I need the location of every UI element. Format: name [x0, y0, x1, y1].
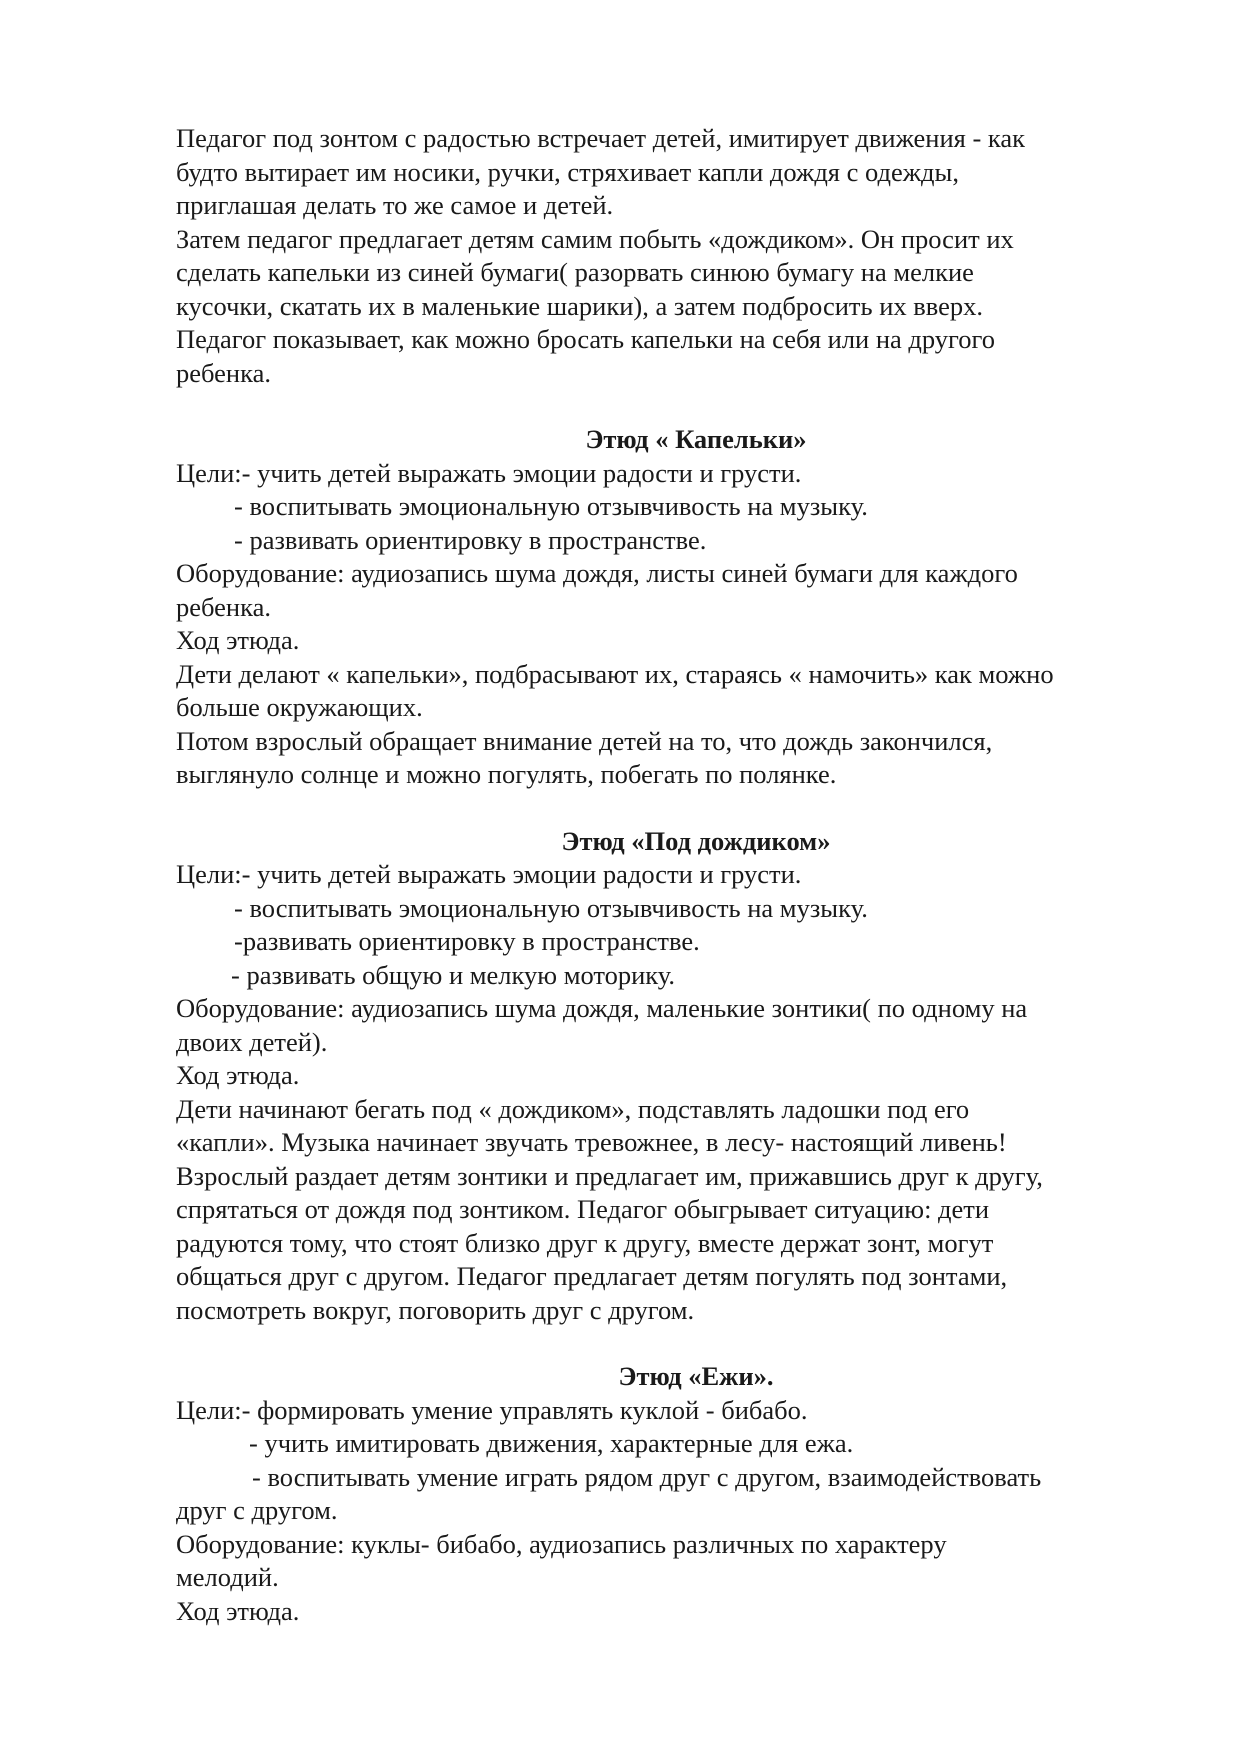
text-line: Оборудование: аудиозапись шума дождя, листы синей бумаги для каждого: [176, 558, 1018, 588]
goals-line: - развивать ориентировку в пространстве.: [234, 524, 707, 555]
text-line: Ход этюда.: [176, 1595, 300, 1626]
etude-ezhi-section: [176, 1360, 1176, 1628]
goals-line: - воспитывать эмоциональную отзывчивость на музыку.: [234, 491, 868, 521]
text-line: Ход этюда.: [176, 1060, 300, 1090]
text-line: сделать капельки из синей бумаги( разорвать синюю бумагу на мелкие: [176, 257, 974, 287]
text-line: Дети начинают бегать под « дождиком», подставлять ладошки под его: [176, 1093, 970, 1124]
intro-paragraph: [176, 122, 1176, 390]
spacer: [176, 390, 1176, 423]
text-line: ребенка.: [176, 357, 271, 388]
text-line: приглашая делать то же самое и детей.: [176, 190, 614, 220]
goals-line: - воспитывать эмоциональную отзывчивость на музыку.: [234, 892, 868, 923]
text-line: Ход этюда.: [176, 625, 300, 655]
spacer: [176, 1327, 1176, 1360]
text-line: общаться друг с другом. Педагог предлагает детям погулять под зонтами,: [176, 1261, 1008, 1291]
text-line: Педагог под зонтом с радостью встречает детей, имитирует движения - как: [176, 123, 1026, 153]
text-line: Взрослый раздает детям зонтики и предлагает им, прижавшись друг к другу,: [176, 1160, 1043, 1191]
section-heading: Этюд «Под дождиком»: [561, 825, 831, 856]
text-line: радуются тому, что стоят близко друг к другу, вместе держат зонт, могут: [176, 1227, 994, 1258]
text-line: Потом взрослый обращает внимание детей на то, что дождь закончился,: [176, 725, 993, 756]
text-line: «капли». Музыка начинает звучать тревожнее, в лесу- настоящий ливень!: [176, 1127, 1007, 1157]
text-line: Дети делают « капельки», подбрасывают их, стараясь « намочить» как можно: [176, 658, 1054, 689]
text-line: Оборудование: аудиозапись шума дождя, маленькие зонтики( по одному на: [176, 993, 1028, 1023]
text-line: друг с другом.: [176, 1495, 338, 1525]
text-line: спрятаться от дождя под зонтиком. Педагог обыгрывает ситуацию: дети: [176, 1194, 990, 1224]
goals-line: Цели:- учить детей выражать эмоции радости и грусти.: [176, 859, 802, 889]
text-line: двоих детей).: [176, 1026, 328, 1057]
goals-line: Цели:- учить детей выражать эмоции радости и грусти.: [176, 457, 802, 488]
text-line: Оборудование: куклы- бибабо, аудиозапись различных по характеру: [176, 1528, 947, 1559]
goals-line: Цели:- формировать умение управлять куклой - бибабо.: [176, 1394, 808, 1425]
text-line: посмотреть вокруг, поговорить друг с другом.: [176, 1294, 695, 1325]
goals-line: - развивать общую и мелкую моторику.: [231, 959, 676, 990]
section-heading: Этюд « Капельки»: [585, 424, 807, 454]
document-page: [176, 122, 1176, 1628]
section-heading: Этюд «Ежи».: [618, 1361, 774, 1391]
etude-kapelki-section: [176, 423, 1176, 792]
text-line: будто вытирает им носики, ручки, стряхивает капли дождя с одежды,: [176, 156, 959, 187]
text-line: кусочки, скатать их в маленькие шарики), а затем подбросить их вверх.: [176, 290, 984, 321]
text-line: выглянуло солнце и можно погулять, побегать по полянке.: [176, 759, 837, 789]
text-line: Затем педагог предлагает детям самим побыть «дождиком». Он просит их: [176, 223, 1014, 254]
text-line: Педагог показывает, как можно бросать капельки на себя или на другого: [176, 324, 995, 354]
text-line: ребенка.: [176, 591, 271, 622]
goals-line: - воспитывать умение играть рядом друг с другом, взаимодействовать: [252, 1461, 1042, 1492]
goals-line: - учить имитировать движения, характерные для ежа.: [249, 1428, 854, 1458]
goals-line: -развивать ориентировку в пространстве.: [234, 926, 700, 956]
etude-pod-dozhdikom-section: [176, 825, 1176, 1328]
spacer: [176, 792, 1176, 825]
text-line: мелодий.: [176, 1562, 279, 1592]
text-line: больше окружающих.: [176, 692, 423, 722]
